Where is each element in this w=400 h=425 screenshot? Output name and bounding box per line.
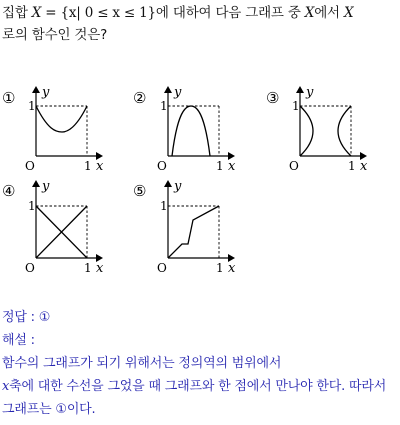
option-3-graph[interactable] — [266, 85, 368, 174]
option-2-graph[interactable] — [133, 85, 236, 174]
explanation-line-1: 함수의 그래프가 되기 위해서는 정의역의 범위에서 — [2, 356, 282, 371]
option-1-origin: O — [25, 159, 35, 173]
option-4-graph[interactable] — [2, 179, 104, 276]
option-5-graph[interactable] — [133, 179, 236, 276]
question-text — [2, 2, 398, 46]
question-line-2: 로의 함수인 것은? — [2, 27, 108, 43]
option-1-x-label: x — [96, 159, 104, 174]
option-4-x-label: x — [96, 261, 104, 276]
option-5-y-arrow — [164, 180, 172, 187]
option-4-y-label: y — [42, 179, 50, 194]
option-2-y-label: y — [174, 85, 182, 100]
explanation-line-3: 그래프는 ①이다. — [2, 402, 96, 417]
option-1-graph[interactable] — [2, 85, 104, 174]
option-5-origin: O — [157, 261, 167, 275]
answer-section — [2, 306, 398, 421]
option-3-x-label: x — [360, 159, 368, 174]
option-4-one-x: 1 — [84, 261, 92, 275]
option-2-curve — [172, 106, 210, 156]
option-4-one-y: 1 — [28, 199, 36, 213]
explanation-line-2: x축에 대한 수선을 그었을 때 그래프와 한 점에서 만나야 한다. 따라서 — [2, 379, 387, 394]
option-1-number: ① — [2, 89, 16, 107]
option-3-one-x: 1 — [348, 159, 356, 173]
option-3-left-arc — [300, 106, 313, 156]
option-3-one-y: 1 — [292, 99, 300, 113]
options-graphs — [0, 80, 400, 280]
option-1-y-label: y — [42, 85, 50, 100]
option-4-origin: O — [25, 261, 35, 275]
option-3-number: ③ — [266, 89, 280, 107]
option-3-y-arrow — [296, 86, 304, 93]
question-line-1: 집합 X = {x| 0 ≤ x ≤ 1}에 대하여 다음 그래프 중 X에서 X — [2, 5, 354, 21]
option-5-one-x: 1 — [216, 261, 224, 275]
option-4-number: ④ — [2, 182, 16, 200]
option-5-one-y: 1 — [160, 199, 168, 213]
option-5-x-label: x — [228, 261, 236, 276]
option-3-right-arc — [338, 106, 351, 156]
option-5-number: ⑤ — [133, 182, 147, 200]
option-3-origin: O — [289, 159, 299, 173]
option-5-polyline — [168, 206, 219, 258]
option-2-origin: O — [157, 159, 167, 173]
option-5-y-label: y — [174, 179, 182, 194]
option-1-one-y: 1 — [28, 99, 36, 113]
option-3-y-label: y — [306, 85, 314, 100]
option-1-y-arrow — [32, 86, 40, 93]
option-4-y-arrow — [32, 180, 40, 187]
option-1-one-x: 1 — [84, 159, 92, 173]
option-2-y-arrow — [164, 86, 172, 93]
option-1-curve — [36, 106, 87, 132]
option-2-x-label: x — [228, 159, 236, 174]
explanation-label: 해설 : — [2, 333, 35, 348]
answer-label: 정답 : ① — [2, 310, 51, 325]
option-2-number: ② — [133, 89, 147, 107]
option-2-one-y: 1 — [160, 99, 168, 113]
option-2-one-x: 1 — [216, 159, 224, 173]
